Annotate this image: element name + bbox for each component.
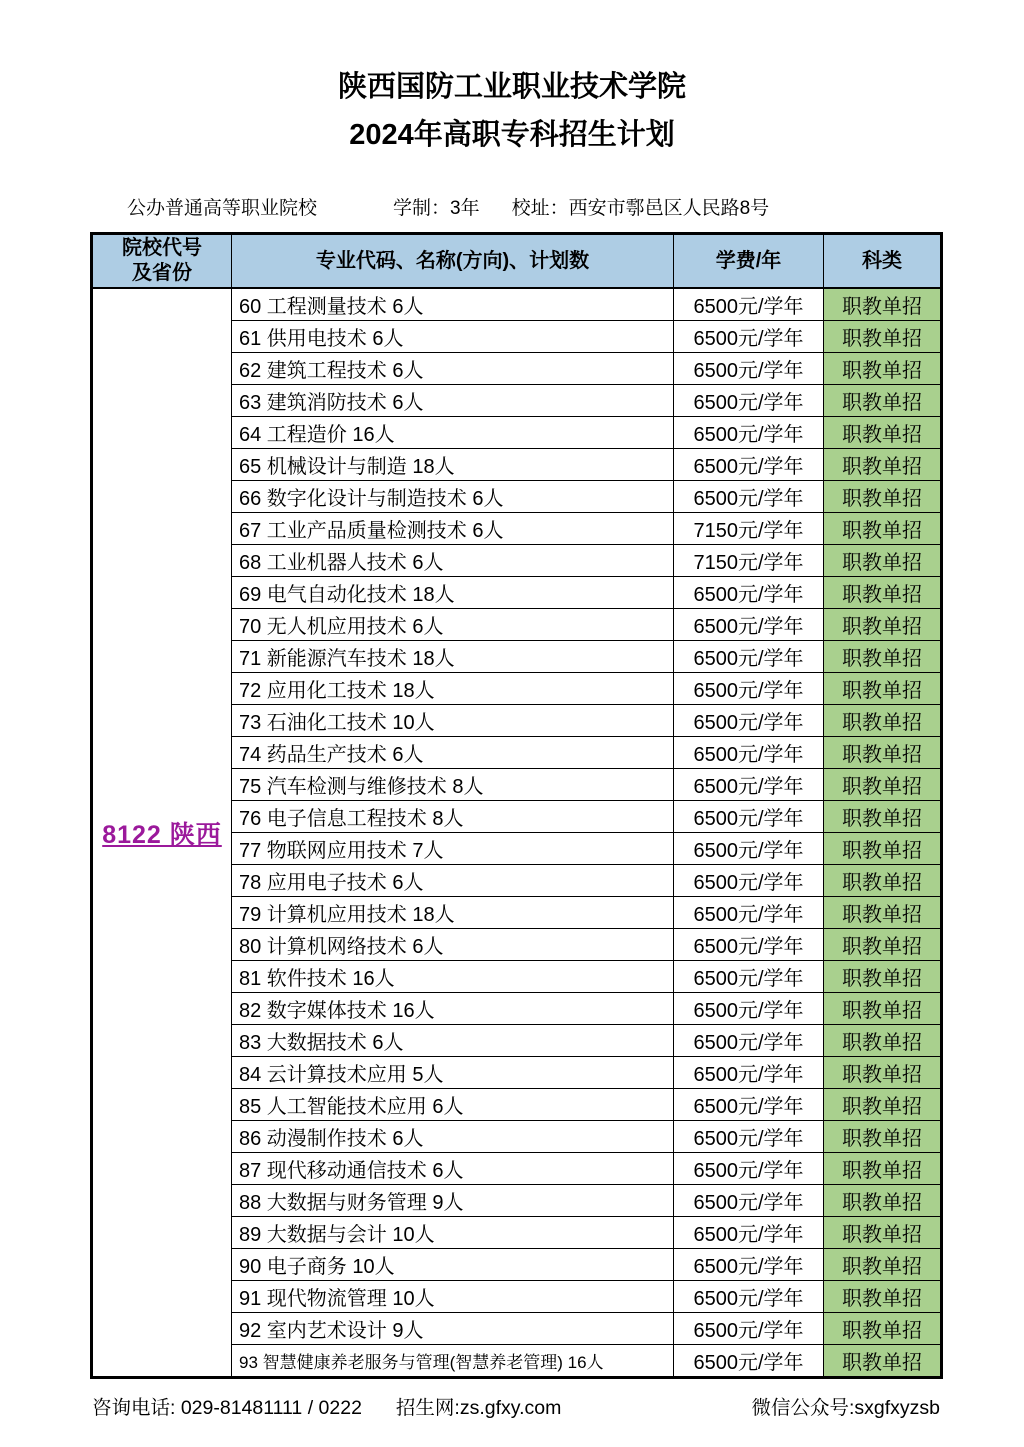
fee-cell: 6500元/学年 bbox=[674, 1153, 824, 1185]
fee-cell: 6500元/学年 bbox=[674, 1313, 824, 1345]
category-cell: 职教单招 bbox=[824, 737, 942, 769]
major-cell: 75 汽车检测与维修技术 8人 bbox=[232, 769, 674, 801]
fee-cell: 6500元/学年 bbox=[674, 288, 824, 321]
fee-cell: 6500元/学年 bbox=[674, 801, 824, 833]
fee-cell: 6500元/学年 bbox=[674, 353, 824, 385]
footer-phone: 咨询电话: 029-81481111 / 0222 bbox=[92, 1397, 362, 1419]
category-cell: 职教单招 bbox=[824, 288, 942, 321]
major-cell: 71 新能源汽车技术 18人 bbox=[232, 641, 674, 673]
fee-cell: 6500元/学年 bbox=[674, 385, 824, 417]
fee-cell: 7150元/学年 bbox=[674, 513, 824, 545]
category-cell: 职教单招 bbox=[824, 321, 942, 353]
college-code-link[interactable]: 8122 陕西 bbox=[102, 820, 222, 849]
major-cell: 73 石油化工技术 10人 bbox=[232, 705, 674, 737]
category-cell: 职教单招 bbox=[824, 577, 942, 609]
header-fee: 学费/年 bbox=[674, 234, 824, 289]
fee-cell: 6500元/学年 bbox=[674, 961, 824, 993]
page-title: 陕西国防工业职业技术学院 bbox=[337, 71, 686, 103]
major-cell: 92 室内艺术设计 9人 bbox=[232, 1313, 674, 1345]
category-cell: 职教单招 bbox=[824, 1089, 942, 1121]
major-cell: 68 工业机器人技术 6人 bbox=[232, 545, 674, 577]
major-cell: 93 智慧健康养老服务与管理(智慧养老管理) 16人 bbox=[232, 1345, 674, 1378]
major-cell: 77 物联网应用技术 7人 bbox=[232, 833, 674, 865]
category-cell: 职教单招 bbox=[824, 1313, 942, 1345]
major-cell: 87 现代移动通信技术 6人 bbox=[232, 1153, 674, 1185]
fee-cell: 6500元/学年 bbox=[674, 641, 824, 673]
table-header-row bbox=[92, 234, 942, 289]
major-cell: 62 建筑工程技术 6人 bbox=[232, 353, 674, 385]
fee-cell: 6500元/学年 bbox=[674, 705, 824, 737]
fee-cell: 6500元/学年 bbox=[674, 1345, 824, 1378]
category-cell: 职教单招 bbox=[824, 1025, 942, 1057]
fee-cell: 6500元/学年 bbox=[674, 993, 824, 1025]
major-cell: 70 无人机应用技术 6人 bbox=[232, 609, 674, 641]
header-college-code bbox=[92, 234, 232, 289]
category-cell: 职教单招 bbox=[824, 481, 942, 513]
fee-cell: 6500元/学年 bbox=[674, 1249, 824, 1281]
footer-website: 招生网:zs.gfxy.com bbox=[395, 1397, 562, 1419]
category-cell: 职教单招 bbox=[824, 1153, 942, 1185]
campus-address-label: 校址：西安市鄠邑区人民路8号 bbox=[511, 198, 770, 219]
major-cell: 89 大数据与会计 10人 bbox=[232, 1217, 674, 1249]
fee-cell: 6500元/学年 bbox=[674, 417, 824, 449]
category-cell: 职教单招 bbox=[824, 545, 942, 577]
major-cell: 86 动漫制作技术 6人 bbox=[232, 1121, 674, 1153]
fee-cell: 6500元/学年 bbox=[674, 1121, 824, 1153]
category-cell: 职教单招 bbox=[824, 1121, 942, 1153]
school-type-label: 公办普通高等职业院校 bbox=[127, 198, 318, 219]
category-cell: 职教单招 bbox=[824, 993, 942, 1025]
major-cell: 76 电子信息工程技术 8人 bbox=[232, 801, 674, 833]
fee-cell: 6500元/学年 bbox=[674, 769, 824, 801]
major-cell: 81 软件技术 16人 bbox=[232, 961, 674, 993]
category-cell: 职教单招 bbox=[824, 513, 942, 545]
category-cell: 职教单招 bbox=[824, 897, 942, 929]
major-cell: 79 计算机应用技术 18人 bbox=[232, 897, 674, 929]
major-cell: 69 电气自动化技术 18人 bbox=[232, 577, 674, 609]
major-cell: 64 工程造价 16人 bbox=[232, 417, 674, 449]
header-college-code-line1: 院校代号 bbox=[122, 237, 202, 259]
enrollment-table bbox=[90, 232, 943, 1379]
fee-cell: 6500元/学年 bbox=[674, 1217, 824, 1249]
category-cell: 职教单招 bbox=[824, 1249, 942, 1281]
category-cell: 职教单招 bbox=[824, 449, 942, 481]
category-cell: 职教单招 bbox=[824, 417, 942, 449]
fee-cell: 6500元/学年 bbox=[674, 865, 824, 897]
school-info-line bbox=[127, 193, 1024, 220]
study-duration-label: 学制：3年 bbox=[393, 198, 480, 219]
category-cell: 职教单招 bbox=[824, 1057, 942, 1089]
major-cell: 83 大数据技术 6人 bbox=[232, 1025, 674, 1057]
category-cell: 职教单招 bbox=[824, 353, 942, 385]
fee-cell: 6500元/学年 bbox=[674, 1057, 824, 1089]
fee-cell: 6500元/学年 bbox=[674, 321, 824, 353]
category-cell: 职教单招 bbox=[824, 769, 942, 801]
category-cell: 职教单招 bbox=[824, 865, 942, 897]
fee-cell: 6500元/学年 bbox=[674, 737, 824, 769]
major-cell: 60 工程测量技术 6人 bbox=[232, 288, 674, 321]
category-cell: 职教单招 bbox=[824, 609, 942, 641]
major-cell: 72 应用化工技术 18人 bbox=[232, 673, 674, 705]
fee-cell: 6500元/学年 bbox=[674, 1281, 824, 1313]
category-cell: 职教单招 bbox=[824, 801, 942, 833]
category-cell: 职教单招 bbox=[824, 929, 942, 961]
fee-cell: 6500元/学年 bbox=[674, 481, 824, 513]
page-subtitle: 2024年高职专科招生计划 bbox=[349, 119, 675, 151]
major-cell: 84 云计算技术应用 5人 bbox=[232, 1057, 674, 1089]
major-cell: 65 机械设计与制造 18人 bbox=[232, 449, 674, 481]
fee-cell: 6500元/学年 bbox=[674, 897, 824, 929]
table-row bbox=[92, 288, 942, 321]
category-cell: 职教单招 bbox=[824, 641, 942, 673]
major-cell: 91 现代物流管理 10人 bbox=[232, 1281, 674, 1313]
category-cell: 职教单招 bbox=[824, 1185, 942, 1217]
college-code-cell bbox=[92, 288, 232, 1378]
major-cell: 85 人工智能技术应用 6人 bbox=[232, 1089, 674, 1121]
header-category: 科类 bbox=[824, 234, 942, 289]
fee-cell: 6500元/学年 bbox=[674, 833, 824, 865]
major-cell: 63 建筑消防技术 6人 bbox=[232, 385, 674, 417]
major-cell: 66 数字化设计与制造技术 6人 bbox=[232, 481, 674, 513]
major-cell: 61 供用电技术 6人 bbox=[232, 321, 674, 353]
major-cell: 67 工业产品质量检测技术 6人 bbox=[232, 513, 674, 545]
major-cell: 88 大数据与财务管理 9人 bbox=[232, 1185, 674, 1217]
category-cell: 职教单招 bbox=[824, 833, 942, 865]
fee-cell: 6500元/学年 bbox=[674, 673, 824, 705]
major-cell: 82 数字媒体技术 16人 bbox=[232, 993, 674, 1025]
category-cell: 职教单招 bbox=[824, 1281, 942, 1313]
major-cell: 74 药品生产技术 6人 bbox=[232, 737, 674, 769]
fee-cell: 6500元/学年 bbox=[674, 609, 824, 641]
major-cell: 78 应用电子技术 6人 bbox=[232, 865, 674, 897]
category-cell: 职教单招 bbox=[824, 705, 942, 737]
fee-cell: 6500元/学年 bbox=[674, 449, 824, 481]
fee-cell: 6500元/学年 bbox=[674, 1185, 824, 1217]
category-cell: 职教单招 bbox=[824, 1217, 942, 1249]
category-cell: 职教单招 bbox=[824, 673, 942, 705]
footer-wechat: 微信公众号:sxgfxyzsb bbox=[751, 1397, 940, 1419]
major-cell: 80 计算机网络技术 6人 bbox=[232, 929, 674, 961]
fee-cell: 6500元/学年 bbox=[674, 1089, 824, 1121]
fee-cell: 6500元/学年 bbox=[674, 1025, 824, 1057]
major-cell: 90 电子商务 10人 bbox=[232, 1249, 674, 1281]
footer-contact-line bbox=[92, 1392, 940, 1420]
category-cell: 职教单招 bbox=[824, 961, 942, 993]
header-major: 专业代码、名称(方向)、计划数 bbox=[232, 234, 674, 289]
category-cell: 职教单招 bbox=[824, 385, 942, 417]
fee-cell: 7150元/学年 bbox=[674, 545, 824, 577]
header-college-code-line2: 及省份 bbox=[132, 262, 192, 284]
fee-cell: 6500元/学年 bbox=[674, 929, 824, 961]
category-cell: 职教单招 bbox=[824, 1345, 942, 1378]
fee-cell: 6500元/学年 bbox=[674, 577, 824, 609]
